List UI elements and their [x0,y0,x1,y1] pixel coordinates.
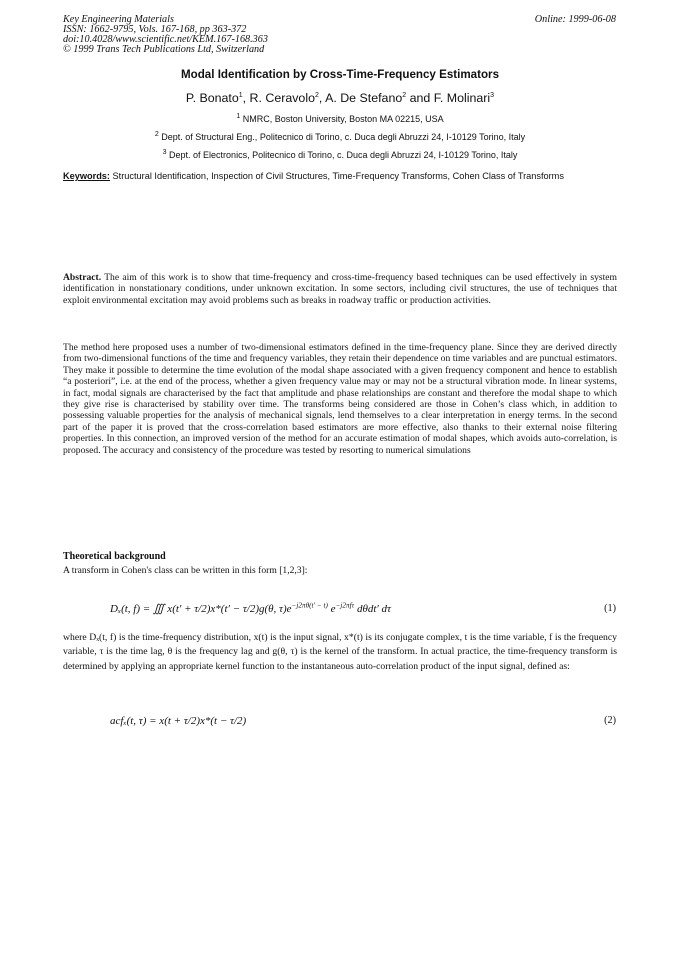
copyright-line: © 1999 Trans Tech Publications Ltd, Switzerland [63,44,265,55]
author-name: F. Molinari [433,91,491,105]
equation-explanation: where Dₓ(t, f) is the time-frequency distribution, x(t) is the input signal, x*(t) is its conjugate complex, t is the time variable, f is the frequency variable, τ is the time lag, θ is the frequency lag and g(θ, τ) is the kernel of the transform. In actual practice, the time-frequency transform is determined by applying an appropriate kernel function to the instantaneous auto-correlation product of the input signal, defined as: [63,632,617,672]
keywords-label: Keywords: [63,171,110,181]
online-date: Online: 1999-06-08 [534,14,616,25]
equation-2-number: (2) [604,715,616,726]
affiliation-line [63,114,617,125]
author-affiliation-number: 1 [238,91,243,99]
keywords-block [63,171,617,182]
abstract-label: Abstract. [63,272,102,283]
paper-title: Modal Identification by Cross-Time-Frequency Estimators [180,68,500,81]
author-name: A. De Stefano [325,91,403,105]
author-affiliation-number: 3 [490,91,495,99]
section-heading: Theoretical background [63,551,166,562]
equation-intro: A transform in Cohen's class can be written in this form [1,2,3]: [63,565,308,576]
equation-1-tail: dθdt′ dτ [354,603,391,615]
equation-1-number: (1) [604,603,616,614]
method-paragraph: The method here proposed uses a number of two-dimensional estimators defined in the time-frequency plane. Since they are derived directly from two-dimensional functions of the time and frequency variables, they retain their dependence on time variables and are punctual estimators. They make it possible to determine the time evolution of the modal shape associated with a given frequency component and hence to establish “a posteriori”, i.e. at the end of the process, whether a given frequency value may or may not be a structural vibration mode. In linear systems, in fact, modal signals are characterised by the fact that amplitude and phase relationships are constant and therefore the modal shape to which they give rise is characterised by stability over time. The transforms being considered are those in Cohen’s class which, in addition to possessing valuable properties for the analysis of mechanical signals, lend themselves to a clear interpretation in energy terms. In the second part of the paper it is proved that the cross-correlation based estimators are more effective, also thanks to their external noise filtering properties. In this connection, an improved version of the method for an accurate estimation of modal shapes, which avoids auto-correlation, is proposed. The accuracy and consistency of the procedure was tested by resorting to numerical simulations [63,342,617,456]
author-name: R. Ceravolo [249,91,315,105]
author-list: P. Bonato$^1$, R. Ceravolo$^2$, A. De Stefano$^2$ and F. Molinari$^3$ [185,91,495,105]
affiliation-number: 1 [236,113,241,120]
equation-1 [110,603,530,616]
affiliation-text: NMRC, Boston University, Boston MA 02215, USA [242,114,444,124]
equation-1-middle: e [327,603,336,615]
abstract [63,272,617,306]
issn-line: ISSN: 1662-9795, Vols. 167-168, pp 363-372 [63,24,247,35]
equation-1-main: Dₓ(t, f) = ∭ x(t′ + τ/2)x*(t′ − τ/2)g(θ, τ)e [110,603,292,615]
affiliation-line [63,132,617,143]
author-affiliation-number: 2 [314,91,319,99]
doi-line: doi:10.4028/www.scientific.net/KEM.167-168.363 [63,34,268,45]
affiliation-text: Dept. of Electronics, Politecnico di Torino, c. Duca degli Abruzzi 24, I-10129 Torino, Italy [169,150,518,160]
author-name: P. Bonato [185,91,239,105]
affiliation-number: 2 [154,131,159,138]
journal-header [63,15,383,55]
abstract-text: The aim of this work is to show that time-frequency and cross-time-frequency based techniques can be used effectively in system identification in nonstationary conditions, under unknown excitation. In some sectors, including civil structures, the use of techniques that exploit environmental excitation may avoid problems such as breaks in roadway traffic or production activities. [63,272,617,306]
keywords-text: Structural Identification, Inspection of Civil Structures, Time-Frequency Transforms, Cohen Class of Transforms [112,171,564,181]
equation-2: acfₓ(t, τ) = x(t + τ/2)x*(t − τ/2) [110,715,247,727]
author-affiliation-number: 2 [402,91,407,99]
affiliation-text: Dept. of Structural Eng., Politecnico di Torino, c. Duca degli Abruzzi 24, I-10129 Torino, Italy [161,132,526,142]
equation-1-exponent-2: −j2πfτ [335,601,355,610]
affiliation-number: 3 [162,149,167,156]
journal-name: Key Engineering Materials [63,14,174,25]
equation-1-exponent-1: −j2πθ(t′ − t) [291,601,328,610]
affiliation-line [63,150,617,161]
